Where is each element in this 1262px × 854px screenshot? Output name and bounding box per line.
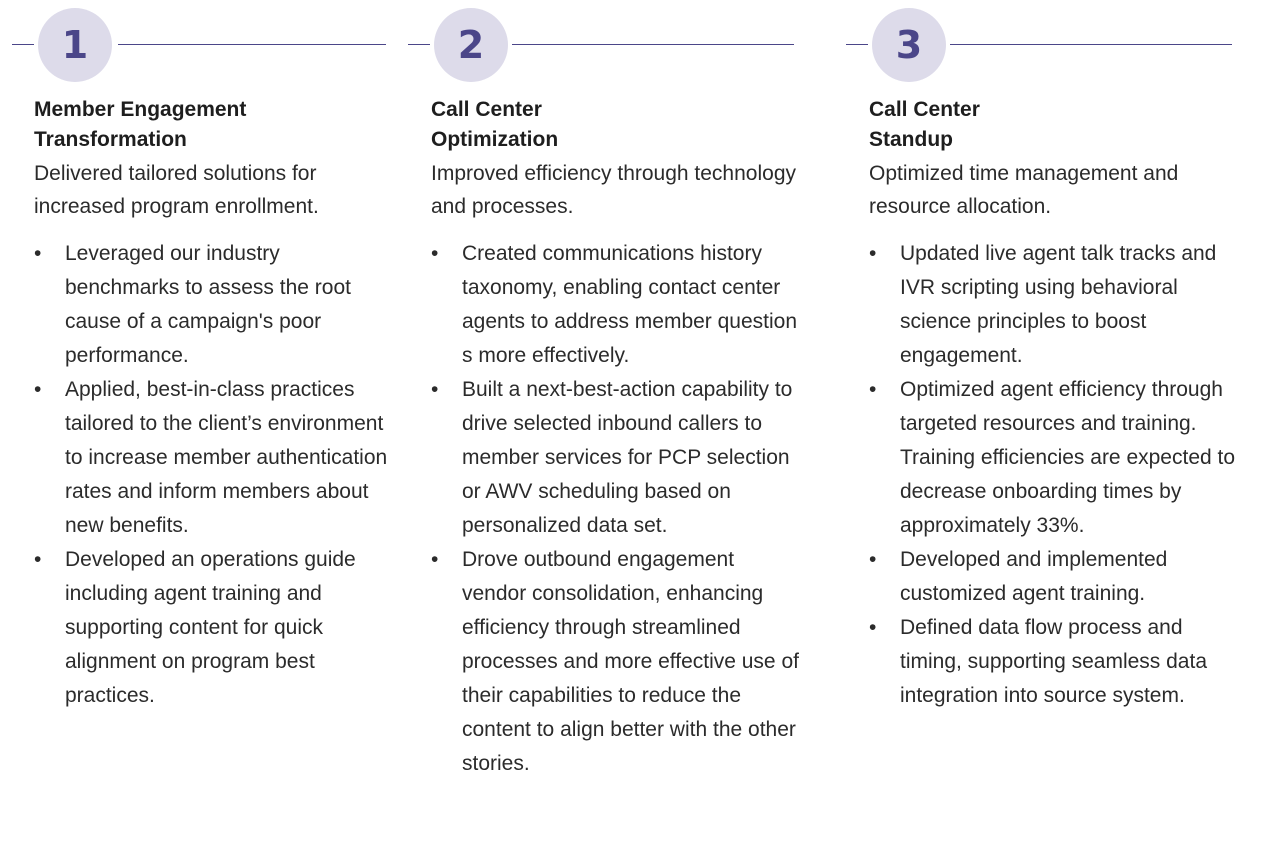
divider-line: [950, 44, 1232, 45]
step-number-badge: 1: [38, 8, 112, 82]
step-title: [869, 95, 1239, 155]
step-summary: Delivered tailored solutions for increased program enrollment.: [34, 162, 319, 218]
step-title: [34, 95, 394, 155]
divider-line: [512, 44, 794, 45]
step-header: [400, 0, 820, 92]
bullet-item: • Optimized agent efficiency through targeted resources and training. Training efficiencies are expected to decrease onboarding times by approximately 33%.: [869, 373, 1239, 543]
bullet-item: • Drove outbound engagement vendor consolidation, enhancing efficiency through streamlined processes and more effective use of their capabilities to reduce the content to align better with the other stories.: [431, 543, 801, 781]
step-content: [869, 95, 1239, 713]
step-summary: Optimized time management and resource allocation.: [869, 162, 1179, 218]
bullet-item: • Defined data flow process and timing, supporting seamless data integration into source system.: [869, 611, 1239, 713]
step-header: [0, 0, 400, 92]
step-summary: Improved efficiency through technology and processes.: [431, 162, 796, 218]
bullet-item: • Leveraged our industry benchmarks to assess the root cause of a campaign's poor performance.: [34, 237, 394, 373]
step-header: [838, 0, 1262, 92]
bullet-item: • Created communications history taxonomy, enabling contact center agents to address member question s more effectively.: [431, 237, 801, 373]
step-bullet-list: [431, 237, 801, 781]
step-column-2: [400, 0, 820, 775]
step-number-badge: 2: [434, 8, 508, 82]
step-title-line: Call Center: [431, 98, 542, 121]
step-title-line: Optimization: [431, 128, 559, 151]
step-bullet-list: [34, 237, 394, 713]
bullet-item: • Applied, best-in-class practices tailored to the client’s environment to increase member authentication rates and inform members about new benefits.: [34, 373, 394, 543]
divider-line: [408, 44, 430, 45]
divider-line: [12, 44, 34, 45]
step-title: [431, 95, 801, 155]
step-column-3: [838, 0, 1262, 707]
bullet-item: • Built a next-best-action capability to drive selected inbound callers to member services for PCP selection or AWV scheduling based on personalized data set.: [431, 373, 801, 543]
step-title-line: Transformation: [34, 128, 187, 151]
bullet-item: • Developed an operations guide including agent training and supporting content for quick alignment on program best practices.: [34, 543, 394, 713]
divider-line: [846, 44, 868, 45]
step-bullet-list: [869, 237, 1239, 713]
step-title-line: Standup: [869, 128, 953, 151]
step-content: [34, 95, 394, 713]
step-number-badge: 3: [872, 8, 946, 82]
step-title-line: Member Engagement: [34, 98, 247, 121]
step-content: [431, 95, 801, 781]
step-column-1: [0, 0, 400, 707]
bullet-item: • Updated live agent talk tracks and IVR scripting using behavioral science principles to boost engagement.: [869, 237, 1239, 373]
step-title-line: Call Center: [869, 98, 980, 121]
bullet-item: • Developed and implemented customized agent training.: [869, 543, 1239, 611]
divider-line: [118, 44, 386, 45]
